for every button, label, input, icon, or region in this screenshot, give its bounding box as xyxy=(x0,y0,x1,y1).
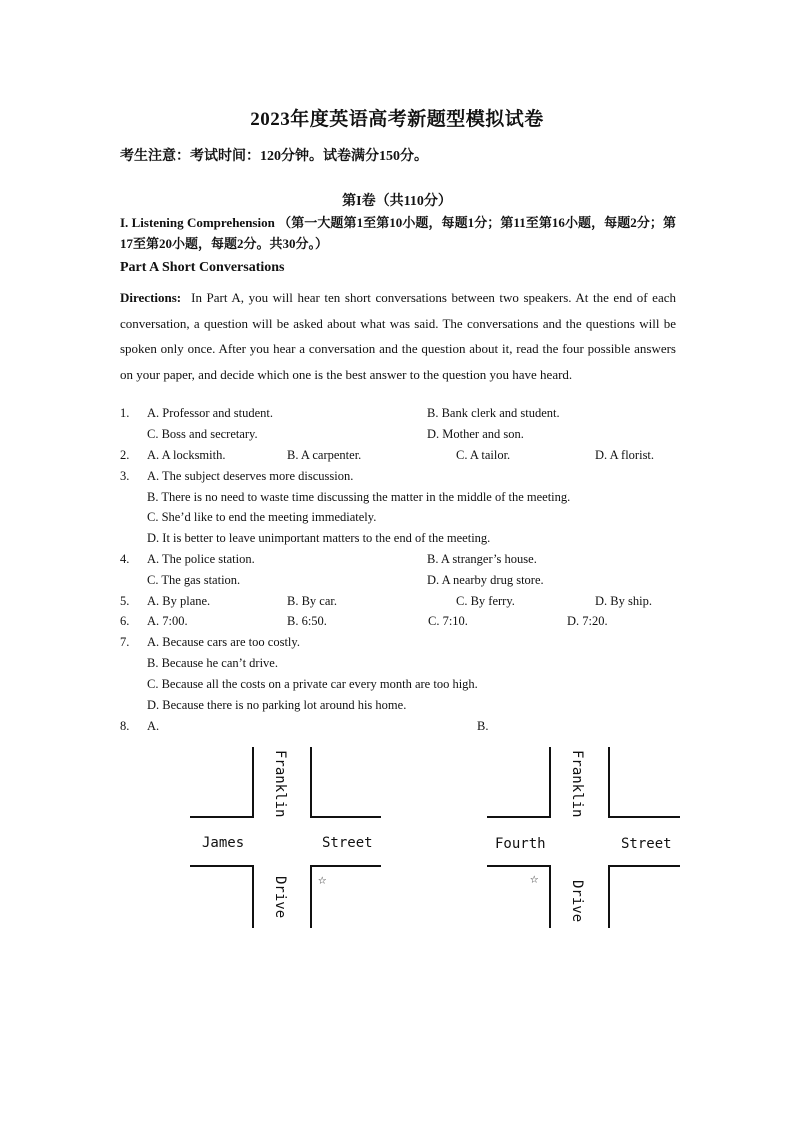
map-b-vertical-label: Franklin xyxy=(569,750,585,818)
option: A. The subject deserves more discussion. xyxy=(147,469,354,483)
option: D. Mother and son. xyxy=(427,427,524,441)
map-a-road-edge xyxy=(190,866,253,928)
question-number: 8. xyxy=(120,719,130,733)
option: D. It is better to leave unimportant matters to the end of the meeting. xyxy=(147,531,491,545)
map-b-road-edge xyxy=(609,747,680,817)
option: A. The police station. xyxy=(147,552,255,566)
map-b-road-edge xyxy=(609,866,680,928)
option: B. xyxy=(477,719,489,733)
map-b-bottom-label: Drive xyxy=(569,880,585,923)
option: A. xyxy=(147,719,160,733)
question-number: 5. xyxy=(120,594,130,608)
exam-title: 2023年度英语高考新题型模拟试卷 xyxy=(250,109,544,130)
option: B. There is no need to waste time discussing the matter in the middle of the meeting. xyxy=(147,490,571,504)
map-b-right-label: Street xyxy=(621,836,672,852)
map-a-bottom-label: Drive xyxy=(272,876,288,919)
option: D. 7:20. xyxy=(567,614,608,628)
option: D. A florist. xyxy=(595,448,655,462)
option: C. 7:10. xyxy=(428,614,468,628)
option: D. A nearby drug store. xyxy=(427,573,544,587)
map-a-vertical-label: Franklin xyxy=(272,750,288,818)
option: B. A stranger’s house. xyxy=(427,552,537,566)
directions-label: Directions: xyxy=(120,290,182,305)
option: A. Professor and student. xyxy=(147,406,274,420)
map-b-road-edge xyxy=(487,866,550,928)
map-a-star-icon: ☆ xyxy=(318,872,327,888)
map-a-right-label: Street xyxy=(322,835,373,851)
option: C. Because all the costs on a private car every month are too high. xyxy=(147,677,478,691)
question-number: 2. xyxy=(120,448,130,462)
section-heading: 第I卷（共110分） xyxy=(342,194,452,209)
option: A. By plane. xyxy=(147,594,211,608)
option: D. By ship. xyxy=(595,594,652,608)
option: A. Because cars are too costly. xyxy=(147,635,300,649)
question-number: 3. xyxy=(120,469,130,483)
option: A. A locksmith. xyxy=(147,448,226,462)
listening-note: （第一大题第1至第10小题，每题1分；第11至第16小题，每题2分；第17至第20小题，每题2分。共30分。） xyxy=(120,215,676,251)
option: A. 7:00. xyxy=(147,614,188,628)
option: C. Boss and secretary. xyxy=(147,427,258,441)
option: C. A tailor. xyxy=(456,448,511,462)
map-b-road-edge xyxy=(487,747,550,817)
question-number: 1. xyxy=(120,406,130,420)
map-a-left-label: James xyxy=(202,835,245,851)
part-a-heading: Part A Short Conversations xyxy=(120,260,285,275)
option: B. 6:50. xyxy=(287,614,327,628)
option: C. By ferry. xyxy=(456,594,515,608)
question-number: 7. xyxy=(120,635,130,649)
option: C. She’d like to end the meeting immediately. xyxy=(147,510,377,524)
directions-text: In Part A, you will hear ten short conversations between two speakers. At the end of each conversation, a question will be asked about what was said. The conversations and the questions will be spoken only once. After you hear a conversation and the question about it, read the four possible answers on your paper, and decide which one is the best answer to the question you have heard. xyxy=(120,290,676,382)
question-number: 6. xyxy=(120,614,130,628)
map-a-road-edge xyxy=(311,747,381,817)
map-a-road-edge xyxy=(190,747,253,817)
map-b-left-label: Fourth xyxy=(495,836,546,852)
listening-title: I. Listening Comprehension xyxy=(120,215,275,230)
exam-notice: 考生注意：考试时间：120分钟。试卷满分150分。 xyxy=(120,149,428,164)
option: B. Because he can’t drive. xyxy=(147,656,278,670)
option: C. The gas station. xyxy=(147,573,241,587)
option: B. Bank clerk and student. xyxy=(427,406,560,420)
question-number: 4. xyxy=(120,552,130,566)
option: B. A carpenter. xyxy=(287,448,362,462)
option: D. Because there is no parking lot around his home. xyxy=(147,698,407,712)
option: B. By car. xyxy=(287,594,337,608)
map-b-star-icon: ☆ xyxy=(530,871,539,887)
